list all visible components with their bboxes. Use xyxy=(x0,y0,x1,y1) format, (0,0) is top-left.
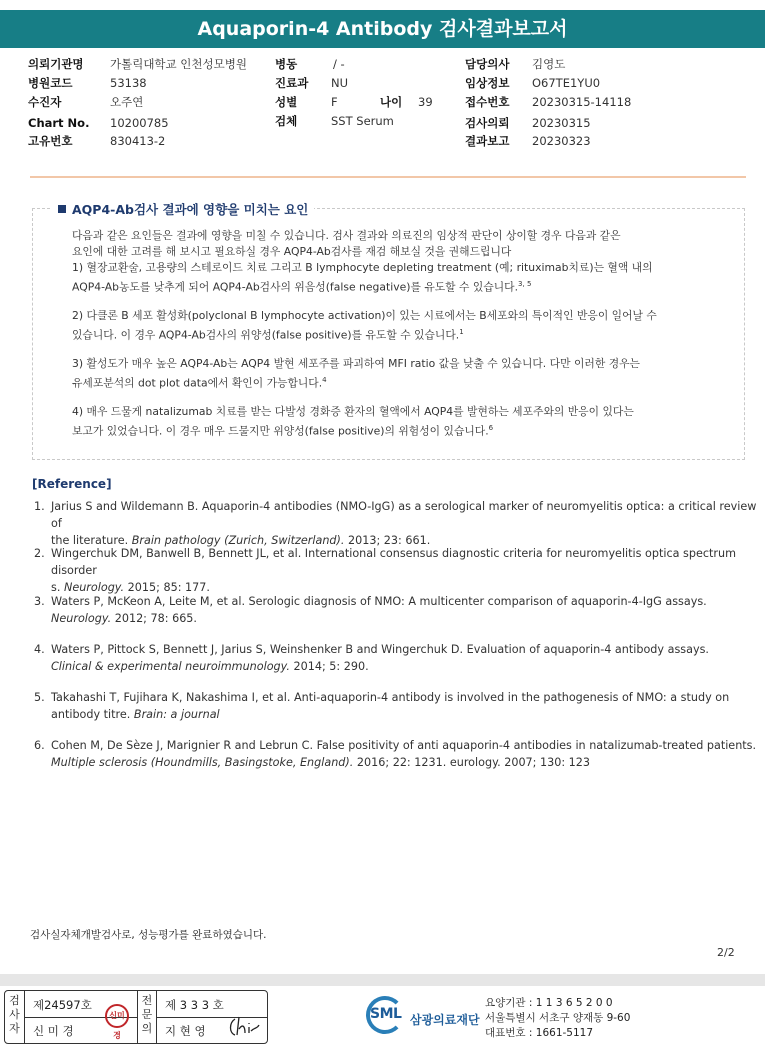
role-examiner: 검 사 자 xyxy=(5,991,25,1043)
value-department: NU xyxy=(331,76,349,90)
label-ward: 병동 xyxy=(275,57,298,71)
page-number: 2/2 xyxy=(717,946,735,959)
reference-item: 4. Waters P, Pittock S, Bennett J, Jarius S, Weinshenker B and Wingerchuk D. Evaluation of aquaporin-4 antibody assays. Clinical & experimental neuroimmunology. 2014; 5: 290. xyxy=(34,643,709,673)
factor-item-3: 3) 활성도가 매우 높은 AQP4-Ab는 AQP4 발현 세포주를 파괴하여 MFI ratio 값을 낮출 수 있습니다. 다만 이러한 경우는 유세포분석의 dot plot data에서 확인이 가능합니다.$^4$ xyxy=(72,357,640,390)
value-ward: / - xyxy=(333,57,345,71)
value-patient: 오주연 xyxy=(110,95,144,109)
examiner-license: 제24597호 xyxy=(33,998,92,1012)
examiner-seal: 신미경 xyxy=(105,1004,129,1028)
label-test-request: 검사의뢰 xyxy=(465,116,510,130)
label-department: 진료과 xyxy=(275,76,309,90)
address: 서울특별시 서초구 양재동 9-60 xyxy=(485,1012,631,1024)
square-bullet-icon xyxy=(58,205,66,213)
validation-note: 검사실자체개발검사로, 성능평가를 완료하였습니다. xyxy=(30,929,267,941)
contact-info xyxy=(485,996,630,1041)
value-requesting-institution: 가톨릭대학교 인천성모병원 xyxy=(110,57,247,71)
value-clinical-info: O67TE1YU0 xyxy=(532,76,601,90)
value-hospital-code: 53138 xyxy=(110,76,147,90)
institution-code: 요양기관 : 1 1 3 6 5 2 0 0 xyxy=(485,997,613,1009)
report-title: Aquaporin-4 Antibody 검사결과보고서 xyxy=(0,10,765,48)
label-receipt-no: 접수번호 xyxy=(465,95,510,109)
value-chart-no: 10200785 xyxy=(110,116,169,130)
label-unique-no: 고유번호 xyxy=(28,134,73,148)
reference-item: 6. Cohen M, De Sèze J, Marignier R and Lebrun C. False positivity of anti aquaporin-4 antibodies in natalizumab-treated patients. Multiple sclerosis (Houndmills, Basingstoke, England). 2016; 22: 1231. eurology. 2007; 130: 123 xyxy=(34,739,757,769)
reference-item: 5. Takahashi T, Fujihara K, Nakashima I, et al. Anti-aquaporin-4 antibody is involved in the pathogenesis of NMO: a study on antibody titre. Brain: a journal xyxy=(34,691,730,721)
examiner-name: 신 미 경 xyxy=(33,1024,74,1038)
value-specimen: SST Serum xyxy=(331,114,394,128)
reference-item: 2. Wingerchuk DM, Banwell B, Bennett JL, et al. International consensus diagnostic criteria for neuromyelitis optica spectrum disorder s. Neurology. 2015; 85: 177. xyxy=(34,547,736,594)
label-sex: 성별 xyxy=(275,95,298,109)
factor-item-4: 4) 매우 드물게 natalizumab 치료를 받는 다발성 경화증 환자의 혈액에서 AQP4를 발현하는 세포주와의 반응이 있다는 보고가 있었습니다. 이 경우 매우 드물지만 위양성(false positive)의 위험성이 있습니다.$^6$ xyxy=(72,405,634,438)
signature-box xyxy=(4,990,268,1044)
label-specimen: 검체 xyxy=(275,114,298,128)
reference-item: 3. Waters P, McKeon A, Leite M, et al. Serologic diagnosis of NMO: A multicenter comparison of aquaporin-4-IgG assays. Neurology. 2012; 78: 665. xyxy=(34,595,707,625)
reference-heading: [Reference] xyxy=(32,477,112,491)
value-doctor: 김영도 xyxy=(532,57,566,71)
value-unique-no: 830413-2 xyxy=(110,134,166,148)
label-age: 나이 xyxy=(380,95,403,109)
value-result-report: 20230323 xyxy=(532,134,591,148)
factors-heading: AQP4-Ab검사 결과에 영향을 미치는 요인 xyxy=(52,200,314,218)
signature-scribble-icon xyxy=(227,1015,261,1039)
phone: 대표번호 : 1661-5117 xyxy=(485,1027,594,1039)
value-test-request: 20230315 xyxy=(532,116,591,130)
label-clinical-info: 임상정보 xyxy=(465,76,510,90)
label-doctor: 담당의사 xyxy=(465,57,510,71)
value-age: 39 xyxy=(418,95,433,109)
label-result-report: 결과보고 xyxy=(465,134,510,148)
specialist-name: 지 현 영 xyxy=(165,1024,206,1038)
section-divider xyxy=(30,176,746,178)
value-receipt-no: 20230315-14118 xyxy=(532,95,632,109)
reference-item: 1. Jarius S and Wildemann B. Aquaporin-4 antibodies (NMO-IgG) as a serological marker of neuromyelitis optica: a critical review of the literature. Brain pathology (Zurich, Switzerland). 2013; 23: 661. xyxy=(34,500,757,547)
factor-item-2: 2) 다클론 B 세포 활성화(polyclonal B lymphocyte activation)이 있는 시료에서는 B세포와의 특이적인 반응이 일어날 수 있습니다. 이 경우 AQP4-Ab검사의 위양성(false positive)를 유도할 수 있습니다.$^1$ xyxy=(72,309,657,342)
label-chart-no: Chart No. xyxy=(28,116,90,130)
footer-strip xyxy=(0,974,765,986)
label-requesting-institution: 의뢰기관명 xyxy=(28,57,84,71)
factors-intro: 다음과 같은 요인들은 결과에 영향을 미칠 수 있습니다. 검사 결과와 의료진의 임상적 판단이 상이할 경우 다음과 같은 요인에 대한 고려를 해 보시고 필요하실 경우 AQP4-Ab검사를 재검 해보실 것을 권해드립니다 1) 혈장교환술, 고용량의 스테로이드 치료 그리고 B lymphocyte depleting treatment (예; rituximab치료)는 혈액 내의 AQP4-Ab농도를 낮추게 되어 AQP4-Ab검사의 위음성(false negative)를 유도할 수 있습니다.$^{3, 5}$ xyxy=(72,229,653,294)
label-hospital-code: 병원코드 xyxy=(28,76,73,90)
specialist-license: 제 3 3 3 호 xyxy=(165,998,224,1012)
foundation-name: 삼광의료재단 xyxy=(410,1013,480,1027)
role-specialist: 전 문 의 xyxy=(137,991,157,1043)
value-sex: F xyxy=(331,95,338,109)
label-patient: 수진자 xyxy=(28,95,62,109)
